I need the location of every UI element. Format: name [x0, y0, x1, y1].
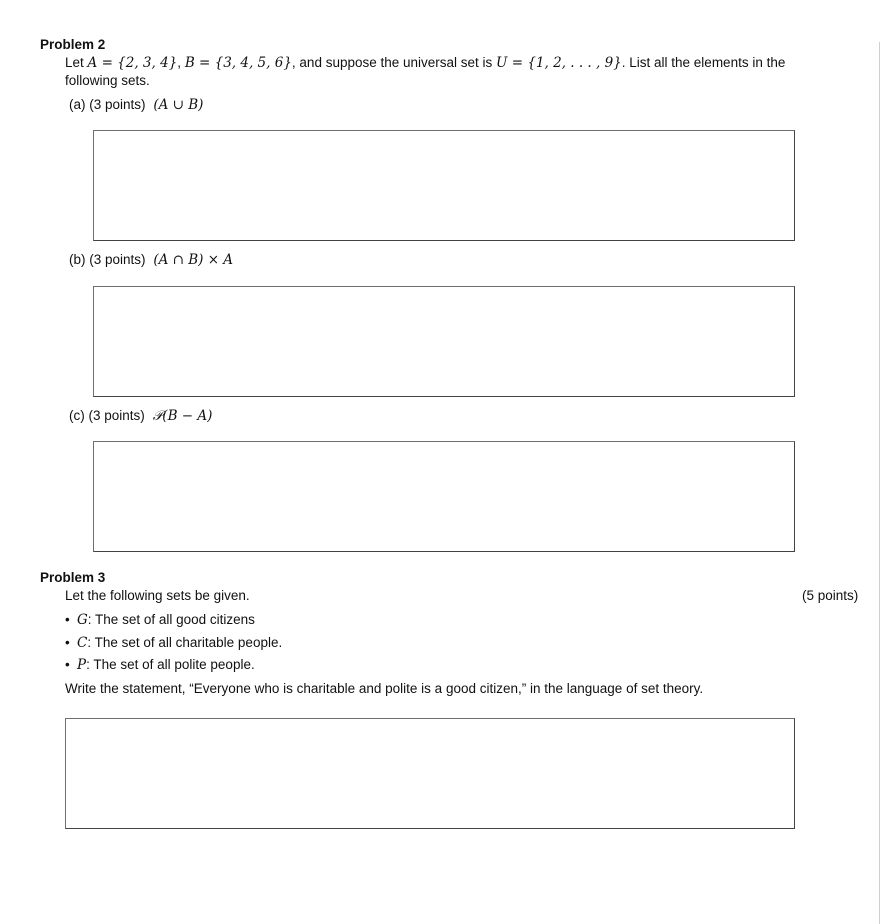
problem-3-intro: Let the following sets be given. — [65, 588, 250, 603]
problem-3-heading: Problem 3 — [40, 570, 106, 585]
part-b-points: (3 points) — [89, 252, 146, 267]
set-a-definition: A = {2, 3, 4} — [87, 55, 178, 71]
part-a-label-row — [69, 97, 203, 113]
universal-set-definition: U = {1, 2, . . . , 9} — [496, 55, 622, 71]
bullet-c-symbol: C — [77, 635, 88, 651]
intro-text-2: , — [177, 55, 185, 70]
problem-2-heading: Problem 2 — [40, 37, 106, 52]
page-right-edge — [879, 42, 880, 924]
bullet-item-p — [65, 657, 255, 673]
part-a-answer-box[interactable] — [93, 130, 795, 241]
problem-3-answer-box[interactable] — [65, 718, 795, 829]
bullet-item-g — [65, 612, 255, 628]
bullet-p-text: : The set of all polite people. — [86, 657, 255, 672]
bullet-c-text: : The set of all charitable people. — [87, 635, 283, 650]
bullet-item-c — [65, 635, 282, 651]
set-b-definition: B = {3, 4, 5, 6} — [184, 55, 292, 71]
part-c-label: (c) — [69, 408, 85, 423]
intro-text-4: . List all the elements in the — [621, 55, 786, 70]
part-b-label-row — [69, 252, 233, 268]
intro-text-3: , and suppose the universal set is — [291, 55, 497, 70]
bullet-g-text: : The set of all good citizens — [87, 612, 255, 627]
part-a-expression: (A ∪ B) — [153, 97, 204, 113]
intro-text-1: Let — [65, 55, 88, 70]
problem-2-intro-line-1 — [65, 55, 785, 71]
part-c-answer-box[interactable] — [93, 441, 795, 552]
part-c-expression: 𝒫(B − A) — [152, 408, 213, 424]
bullet-p-symbol: P — [77, 657, 87, 673]
bullet-dot: • — [65, 635, 70, 650]
bullet-dot: • — [65, 612, 70, 627]
part-c-points: (3 points) — [88, 408, 145, 423]
part-b-expression: (A ∩ B) × A — [153, 252, 234, 268]
bullet-g-symbol: G — [77, 612, 88, 628]
part-b-answer-box[interactable] — [93, 286, 795, 397]
bullet-dot: • — [65, 657, 70, 672]
part-b-label: (b) — [69, 252, 86, 267]
part-a-label: (a) — [69, 97, 86, 112]
problem-3-statement: Write the statement, “Everyone who is charitable and polite is a good citizen,” in the language of set theory. — [65, 681, 704, 696]
part-a-points: (3 points) — [89, 97, 146, 112]
part-c-label-row — [69, 408, 212, 424]
problem-2-intro-line-2: following sets. — [65, 73, 150, 88]
problem-3-points: (5 points) — [802, 588, 859, 603]
